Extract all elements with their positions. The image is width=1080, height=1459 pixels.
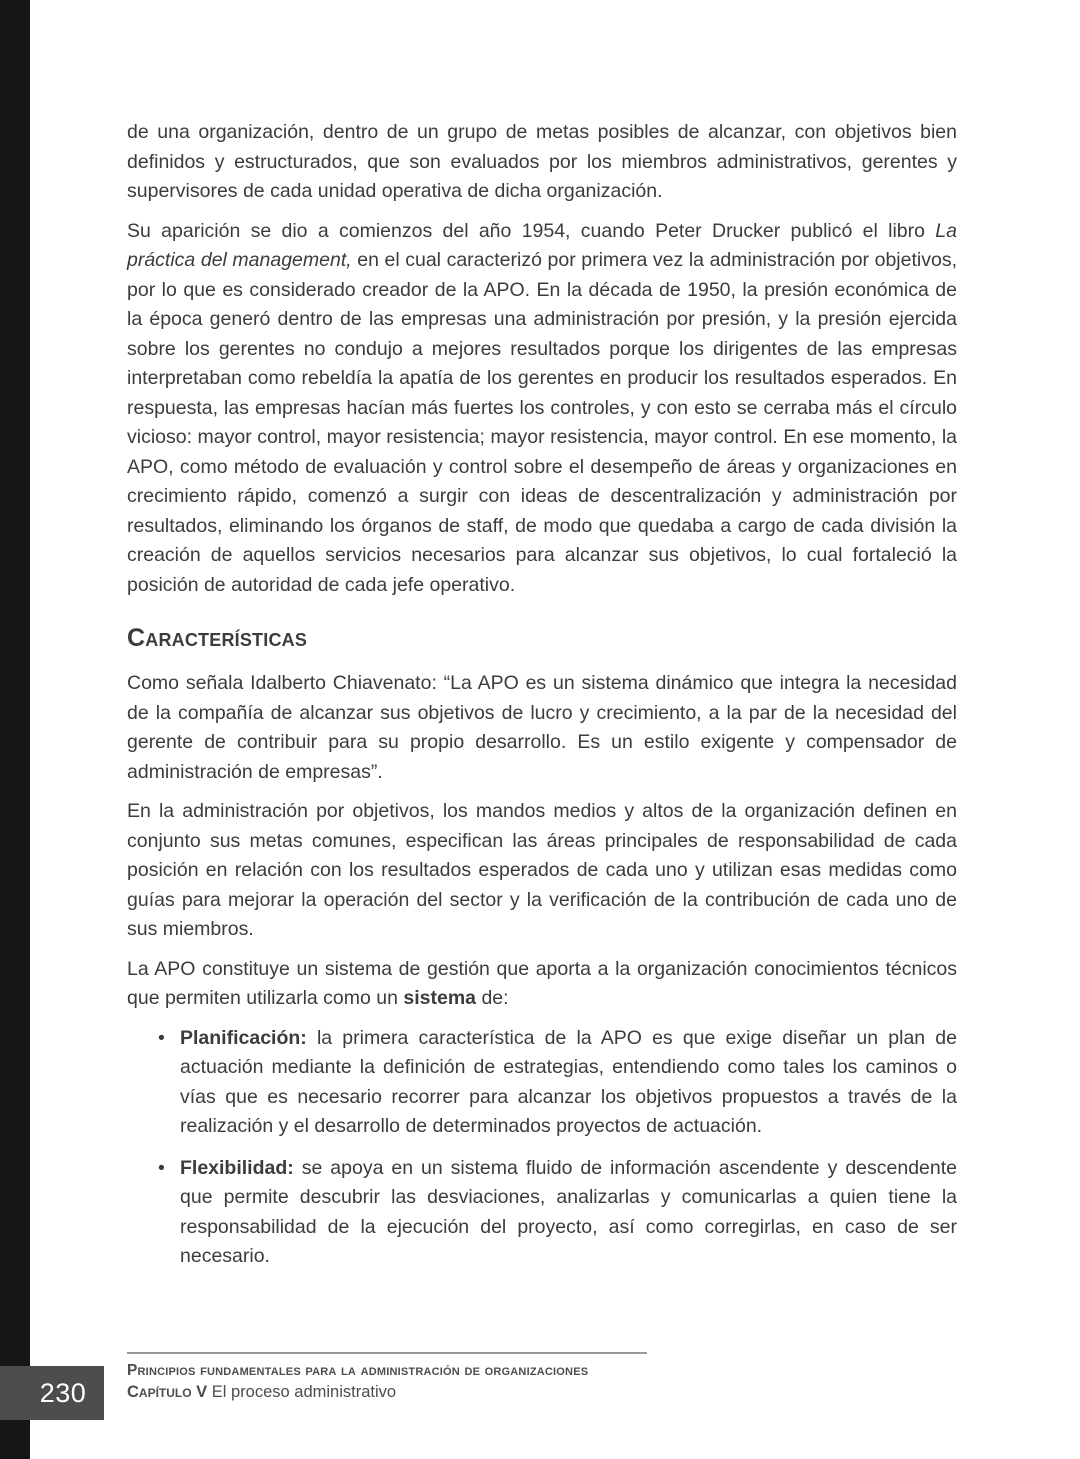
page-number-badge xyxy=(0,1366,104,1420)
list-item-label: Planificación: xyxy=(180,1026,307,1049)
page-footer xyxy=(127,1352,827,1404)
bullet-icon: • xyxy=(158,1026,165,1049)
page-number: 230 xyxy=(39,1377,87,1408)
page-body xyxy=(127,118,957,1284)
paragraph-segment: La APO constituye un sistema de gestión que aporta a la organización conocimientos técnicos que permiten utilizarla como un xyxy=(127,957,957,1009)
list-item-text: se apoya en un sistema fluido de información ascendente y descendente que permite descubrir las desviaciones, analizarlas y comunicarlas a quien tiene la responsabilidad de la ejecución del proyecto, así como corregirlas, en caso de ser necesario. xyxy=(180,1156,957,1267)
paragraph-segment: de: xyxy=(476,987,509,1009)
footer-chapter-title: El proceso administrativo xyxy=(207,1383,397,1401)
list-item xyxy=(127,1024,957,1142)
paragraph xyxy=(127,955,957,1014)
footer-divider xyxy=(127,1352,647,1354)
list-item-text: la primera característica de la APO es que exige diseñar un plan de actuación mediante la definición de estrategias, entendiendo como tales los caminos o vías que es necesario recorrer para alcanzar los objetivos propuestos a través de la realización y el desarrollo de determinados proyectos de actuación. xyxy=(180,1026,957,1137)
page-edge-bar xyxy=(0,0,30,1459)
paragraph: En la administración por objetivos, los mandos medios y altos de la organización definen en conjunto sus metas comunes, especifican las áreas principales de responsabilidad de cada posición en relación con los resultados esperados de cada uno y utilizan esas medidas como guías para mejorar la operación del sector y la verificación de la contribución de cada uno de sus miembros. xyxy=(127,800,957,940)
paragraph: Como señala Idalberto Chiavenato: “La APO es un sistema dinámico que integra la necesidad de la compañía de alcanzar sus objetivos de lucro y crecimiento, a la par de la necesidad del gerente de contribuir para su propio desarrollo. Es un estilo exigente y compensador de administración de empresas”. xyxy=(127,672,957,783)
bullet-icon: • xyxy=(158,1156,165,1179)
paragraph-segment: Su aparición se dio a comienzos del año 1954, cuando Peter Drucker publicó el libro xyxy=(127,219,936,242)
book-title-italic: La práctica del management, xyxy=(127,219,957,271)
paragraph: de una organización, dentro de un grupo de metas posibles de alcanzar, con objetivos bien definidos y estructurados, que son evaluados por los miembros administrativos, gerentes y supervisores de cada unidad operativa de dicha organización. xyxy=(127,121,957,202)
footer-chapter xyxy=(127,1381,827,1404)
paragraph xyxy=(127,217,957,601)
footer-chapter-label: Capítulo V xyxy=(127,1383,208,1401)
emphasized-word: sistema xyxy=(403,987,477,1009)
paragraph-segment: en el cual caracterizó por primera vez la administración por objetivos, por lo que es considerado creador de la APO. En la década de 1950, la presión económica de la época generó dentro de las empresas una administración por presión, y la presión ejercida sobre los gerentes no condujo a mejores resultados porque los dirigentes de las empresas interpretaban como rebeldía la apatía de los gerentes en producir los resultados esperados. En respuesta, las empresas hacían más fuertes los controles, y con esto se cerraba más el círculo vicioso: mayor control, mayor resistencia; mayor resistencia, mayor control. En ese momento, la APO, como método de evaluación y control sobre el desempeño de áreas y organizaciones en crecimiento rápido, comenzó a surgir con ideas de descentralización y administración por resultados, eliminando los órganos de staff, de modo que quedaba a cargo de cada división la creación de aquellos servicios necesarios para alcanzar sus objetivos, lo cual fortaleció la posición de autoridad de cada jefe operativo. xyxy=(127,249,957,596)
footer-book-title: Principios fundamentales para la administración de organizaciones xyxy=(127,1362,589,1379)
bullet-list xyxy=(127,1024,957,1272)
section-heading: Características xyxy=(127,624,308,652)
list-item-label: Flexibilidad: xyxy=(180,1156,294,1179)
list-item xyxy=(127,1154,957,1272)
